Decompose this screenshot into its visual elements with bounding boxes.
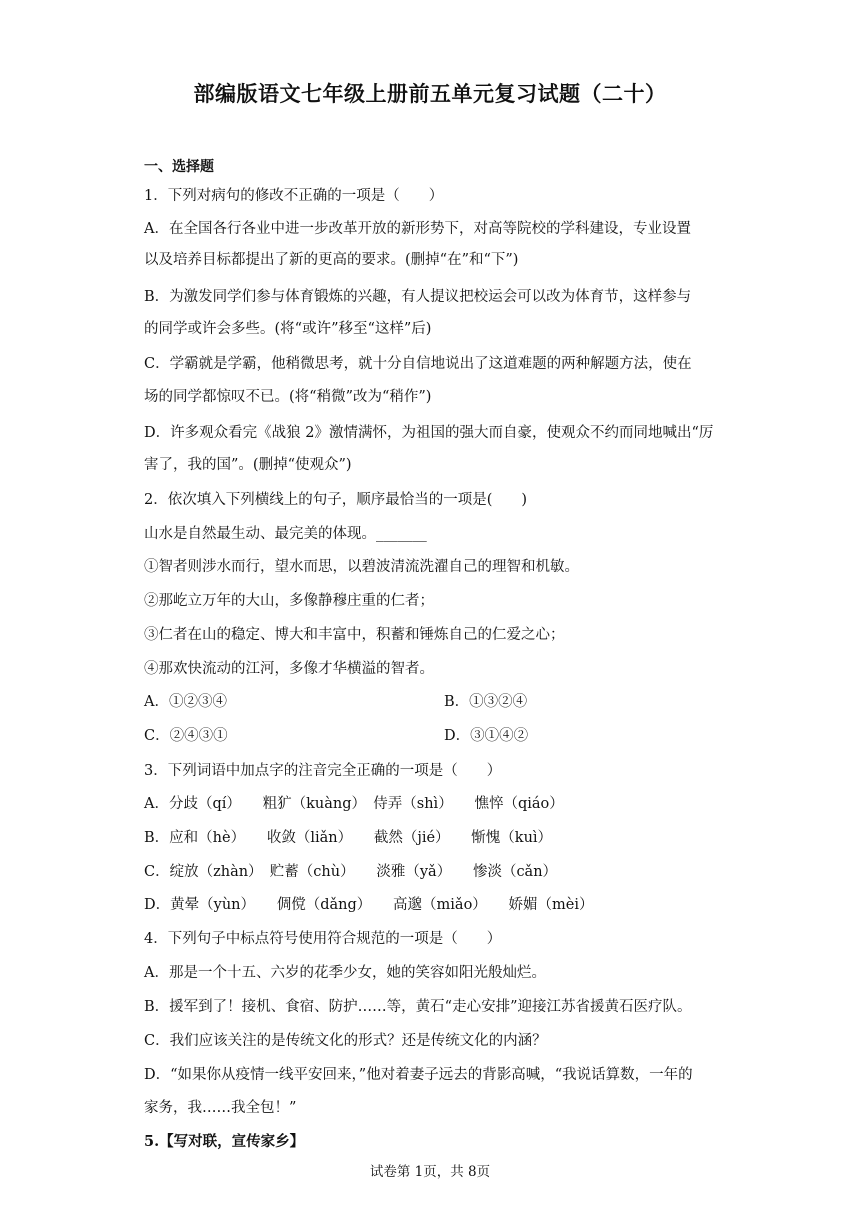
question-4-stem: 4．下列句子中标点符号使用符合规范的一项是（ ） [144,931,502,947]
question-1-option-d: D．许多观众看完《战狼 2》激情满怀，为祖国的强大而自豪，使观众不约而同地喊出“厉 [144,425,714,441]
question-2-option-a: A．①②③④ [144,694,227,710]
question-2-sentence-3: ③仁者在山的稳定、博大和丰富中，积蓄和锤炼自己的仁爱之心； [144,627,565,643]
question-3-option-a: A．分歧（qí） 粗犷（kuàng） 侍弄（shì） 憔悴（qiáo） [144,796,564,812]
question-2-option-d: D．③①④② [444,728,529,744]
question-1-option-b: B．为激发同学们参与体育锻炼的兴趣，有人提议把校运会可以改为体育节，这样参与 [144,289,692,305]
question-4-option-d-cont: 家务，我……我全包！” [144,1100,297,1116]
question-1-option-c-cont: 场的同学都惊叹不已。(将“稍微”改为“稍作”) [144,389,432,405]
question-1-option-d-cont: 害了，我的国”。(删掉“使观众”) [144,457,352,473]
question-3-option-c: C．绽放（zhàn） 贮蓄（chù） 淡雅（yǎ） 惨淡（cǎn） [144,864,558,880]
question-2-option-c: C．②④③① [144,728,228,744]
question-1-option-a-cont: 以及培养目标都提出了新的更高的要求。(删掉“在”和“下”) [144,252,519,268]
question-4-option-c: C．我们应该关注的是传统文化的形式？还是传统文化的内涵？ [144,1033,547,1049]
question-3-option-d: D．黄晕（yùn） 倜傥（dǎng） 高邈（miǎo） 娇媚（mèi） [144,897,594,913]
question-2-sentence-2: ②那屹立万年的大山，多像静穆庄重的仁者； [144,593,434,609]
question-1-stem: 1．下列对病句的修改不正确的一项是（ ） [144,188,444,204]
question-2-option-b: B．①③②④ [444,694,528,710]
section-heading: 一、选择题 [144,159,214,175]
question-4-option-a: A．那是一个十五、六岁的花季少女，她的笑容如阳光般灿烂。 [144,965,546,981]
question-4-option-b: B．援军到了！接机、食宿、防护……等，黄石“走心安排”迎接江苏省援黄石医疗队。 [144,999,692,1015]
question-4-option-d: D．“如果你从疫情一线平安回来，”他对着妻子远去的背影高喊，“我说话算数，一年的 [144,1067,693,1083]
question-1-option-b-cont: 的同学或许会多些。(将“或许”移至“这样”后) [144,321,432,337]
page-footer: 试卷第 1页，共 8页 [369,1164,491,1180]
question-5-heading: 5.【写对联，宣传家乡】 [144,1133,305,1150]
question-1-option-c: C．学霸就是学霸，他稍微思考，就十分自信地说出了这道难题的两种解题方法，使在 [144,356,692,372]
question-3-option-b: B．应和（hè） 收敛（liǎn） 截然（jié） 惭愧（kuì） [144,830,553,846]
page-title: 部编版语文七年级上册前五单元复习试题（二十） [193,82,667,106]
question-2-lead: 山水是自然最生动、最完美的体现。_______ [144,526,427,542]
question-1-option-a: A．在全国各行各业中进一步改革开放的新形势下，对高等院校的学科建设，专业设置 [144,221,691,237]
question-2-sentence-1: ①智者则涉水而行，望水而思，以碧波清流洗濯自己的理智和机敏。 [144,559,579,575]
question-3-stem: 3．下列词语中加点字的注音完全正确的一项是（ ） [144,763,502,779]
question-2-stem: 2．依次填入下列横线上的句子，顺序最恰当的一项是( ) [144,492,528,508]
question-2-sentence-4: ④那欢快流动的江河，多像才华横溢的智者。 [144,661,434,677]
